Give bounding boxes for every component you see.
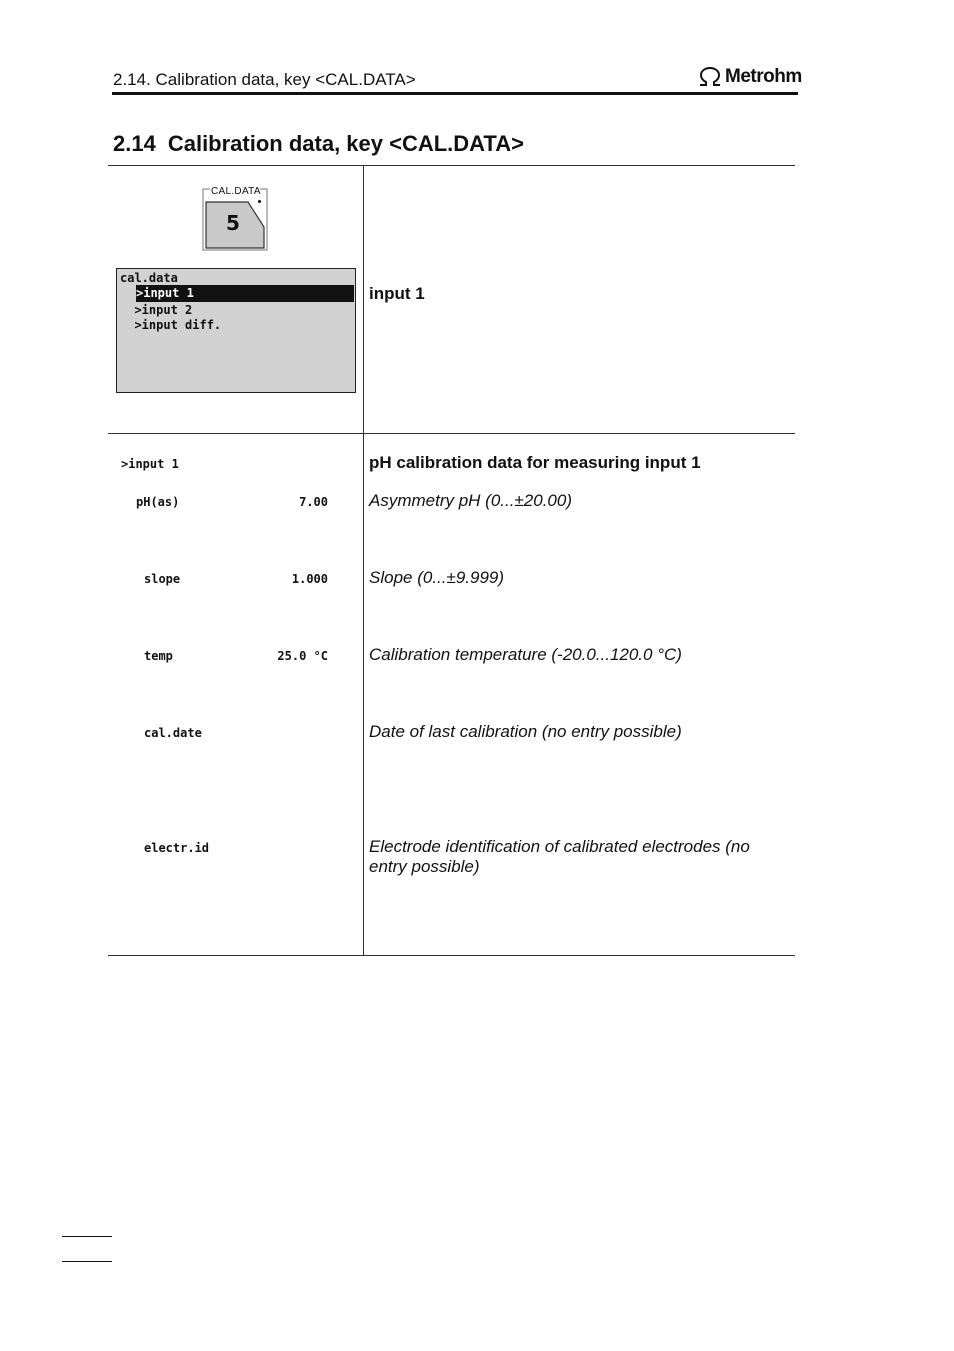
param-slope: slope: [144, 572, 181, 586]
section-title: [113, 131, 524, 157]
header-rule: [112, 92, 798, 95]
table-column-divider: [363, 165, 364, 955]
key-indicator-dot: [258, 200, 261, 203]
table-top-rule: [108, 165, 795, 166]
param-slope-value[interactable]: 1.000: [291, 572, 328, 586]
desc-cal-date: Date of last calibration (no entry possible): [369, 722, 682, 741]
menu-title-input-1: >input 1: [121, 457, 179, 471]
desc-ph-as: Asymmetry pH (0...±20.00): [369, 491, 572, 510]
key-label: CAL.DATA: [211, 186, 261, 197]
lcd-selection-bar[interactable]: [136, 285, 354, 302]
desc-electr-id: Electrode identification of calibrated electrodes (no entry possible): [369, 837, 750, 876]
param-temp: temp: [144, 649, 173, 663]
key-digit[interactable]: 5: [226, 211, 240, 235]
param-cal-date: cal.date: [144, 726, 202, 740]
lcd-line-input-2: >input 2: [120, 303, 193, 317]
desc-temp: Calibration temperature (-20.0...120.0 °C): [369, 645, 682, 664]
lcd-display: [116, 268, 356, 393]
table-bottom-rule: [108, 955, 795, 956]
footer-rule-lower: [62, 1261, 112, 1262]
section-title-text: Calibration data, key <CAL.DATA>: [167, 131, 524, 156]
metrohm-logo: [697, 66, 802, 88]
row1-description: input 1: [369, 284, 425, 303]
param-ph-as-value[interactable]: 7.00: [299, 495, 328, 509]
logo-text: Metrohm: [725, 66, 802, 87]
table-row-divider: [108, 433, 795, 434]
footer-rule-upper: [62, 1236, 112, 1237]
section-number: 2.14: [113, 131, 156, 156]
param-electr-id: electr.id: [144, 841, 210, 855]
lcd-line-selected: >input 1: [136, 286, 194, 300]
row2-heading: pH calibration data for measuring input 1: [369, 453, 701, 472]
running-head: 2.14. Calibration data, key <CAL.DATA>: [113, 70, 416, 89]
param-ph-as: pH(as): [136, 495, 180, 509]
omega-logo-icon: [697, 67, 723, 87]
lcd-line-input-diff: >input diff.: [120, 318, 222, 332]
desc-slope: Slope (0...±9.999): [369, 568, 505, 587]
lcd-line-title: cal.data: [120, 271, 178, 285]
param-temp-value[interactable]: 25.0 °C: [277, 649, 328, 663]
